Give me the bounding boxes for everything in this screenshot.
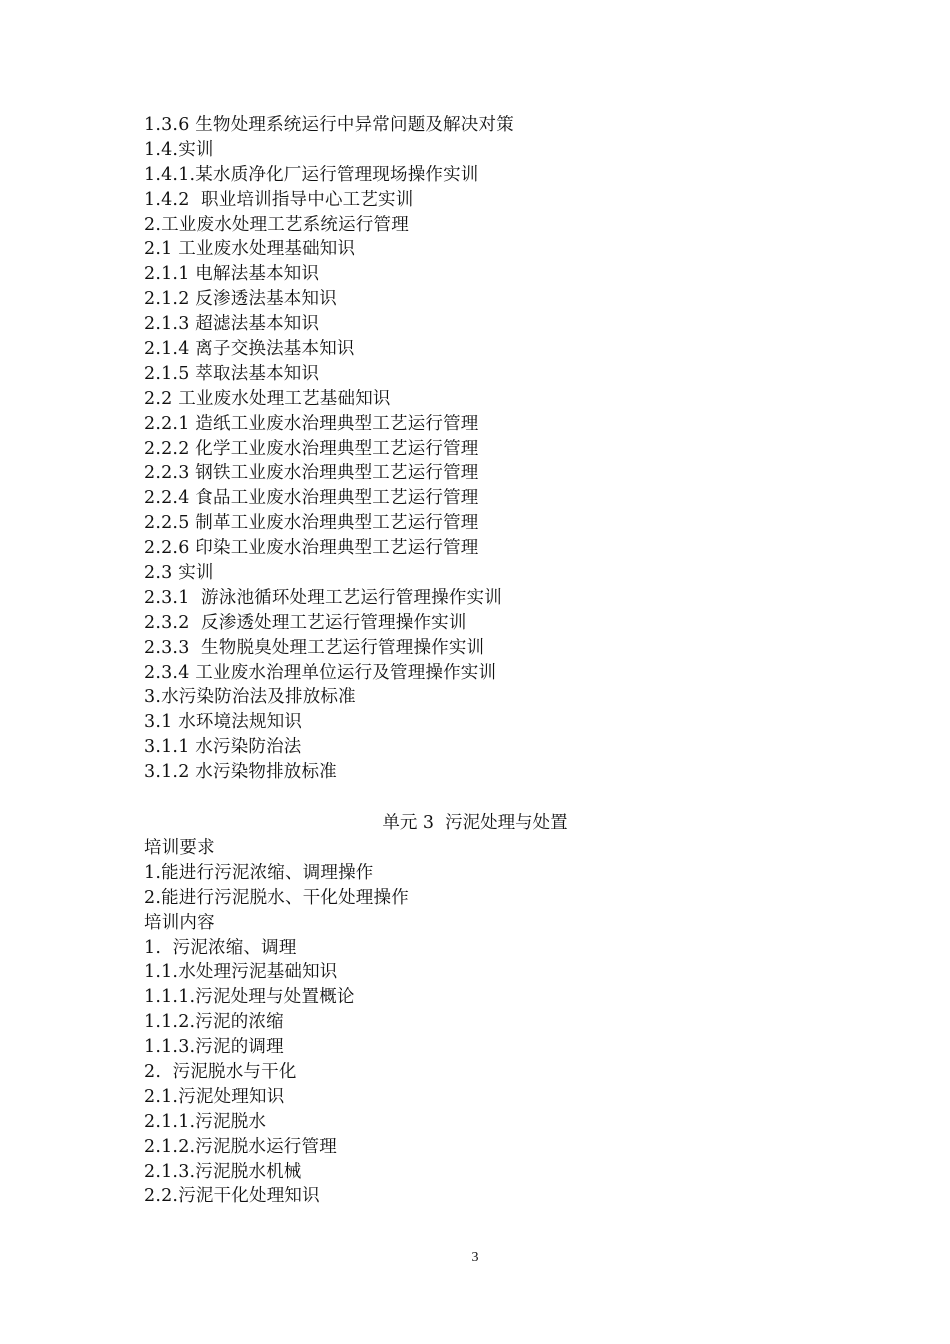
outline-line: 1.4.2 职业培训指导中心工艺实训: [144, 189, 414, 210]
outline-line: 2.2 工业废水处理工艺基础知识: [144, 388, 391, 409]
unit-heading: 单元 3 污泥处理与处置: [382, 813, 568, 833]
outline-line: 2.3.2 反渗透处理工艺运行管理操作实训: [144, 612, 467, 633]
outline-line: 2.2.3 钢铁工业废水治理典型工艺运行管理: [144, 463, 479, 484]
outline-line: 2.1.2.污泥脱水运行管理: [144, 1136, 337, 1157]
outline-line: 1.4.1.某水质净化厂运行管理现场操作实训: [144, 164, 479, 185]
outline-line: 2.3 实训: [144, 563, 214, 584]
outline-line: 2.1.3 超滤法基本知识: [144, 314, 320, 335]
page-number: 3: [471, 1250, 479, 1265]
outline-line: 2.1.4 离子交换法基本知识: [144, 339, 355, 360]
outline-line: 2.1.1 电解法基本知识: [144, 264, 320, 285]
outline-line: 培训要求: [144, 838, 215, 858]
outline-list-top: [144, 113, 824, 785]
outline-line: 3.1 水环境法规知识: [144, 712, 303, 733]
outline-line: 培训内容: [144, 912, 215, 933]
outline-line: 2.2.4 食品工业废水治理典型工艺运行管理: [144, 488, 479, 509]
outline-line: 2. 污泥脱水与干化: [144, 1062, 297, 1083]
outline-line: 1. 污泥浓缩、调理: [144, 937, 297, 958]
outline-line: 3.1.2 水污染物排放标准: [144, 762, 337, 783]
outline-line: 1.1.2.污泥的浓缩: [144, 1012, 284, 1033]
outline-line: 2.工业废水处理工艺系统运行管理: [144, 214, 409, 235]
outline-list-bottom: [144, 836, 824, 1209]
outline-line: 3.1.1 水污染防治法: [144, 737, 302, 758]
outline-line: 1.1.1.污泥处理与处置概论: [144, 987, 355, 1008]
outline-line: 1.4.实训: [144, 139, 214, 160]
outline-line: 2.3.3 生物脱臭处理工艺运行管理操作实训: [144, 637, 485, 658]
outline-line: 2.1.污泥处理知识: [144, 1086, 285, 1107]
outline-line: 1.1.水处理污泥基础知识: [144, 962, 338, 983]
outline-line: 1.3.6 生物处理系统运行中异常问题及解决对策: [144, 115, 514, 135]
outline-line: 2.2.污泥干化处理知识: [144, 1186, 320, 1207]
outline-line: 2.3.4 工业废水治理单位运行及管理操作实训: [144, 662, 497, 683]
outline-line: 2.1 工业废水处理基础知识: [144, 239, 356, 260]
outline-line: 2.2.1 造纸工业废水治理典型工艺运行管理: [144, 413, 479, 434]
outline-line: 1.能进行污泥浓缩、调理操作: [144, 862, 374, 883]
outline-line: 2.1.1.污泥脱水: [144, 1111, 267, 1132]
outline-line: 2.3.1 游泳池循环处理工艺运行管理操作实训: [144, 587, 502, 608]
outline-line: 2.2.6 印染工业废水治理典型工艺运行管理: [144, 538, 479, 559]
outline-line: 2.2.5 制革工业废水治理典型工艺运行管理: [144, 513, 479, 534]
outline-line: 2.1.5 萃取法基本知识: [144, 363, 320, 384]
outline-line: 2.1.3.污泥脱水机械: [144, 1161, 302, 1182]
outline-line: 2.能进行污泥脱水、干化处理操作: [144, 887, 409, 908]
outline-line: 1.1.3.污泥的调理: [144, 1037, 284, 1058]
outline-line: 2.2.2 化学工业废水治理典型工艺运行管理: [144, 438, 479, 459]
outline-line: 3.水污染防治法及排放标准: [144, 687, 356, 708]
outline-line: 2.1.2 反渗透法基本知识: [144, 289, 337, 310]
